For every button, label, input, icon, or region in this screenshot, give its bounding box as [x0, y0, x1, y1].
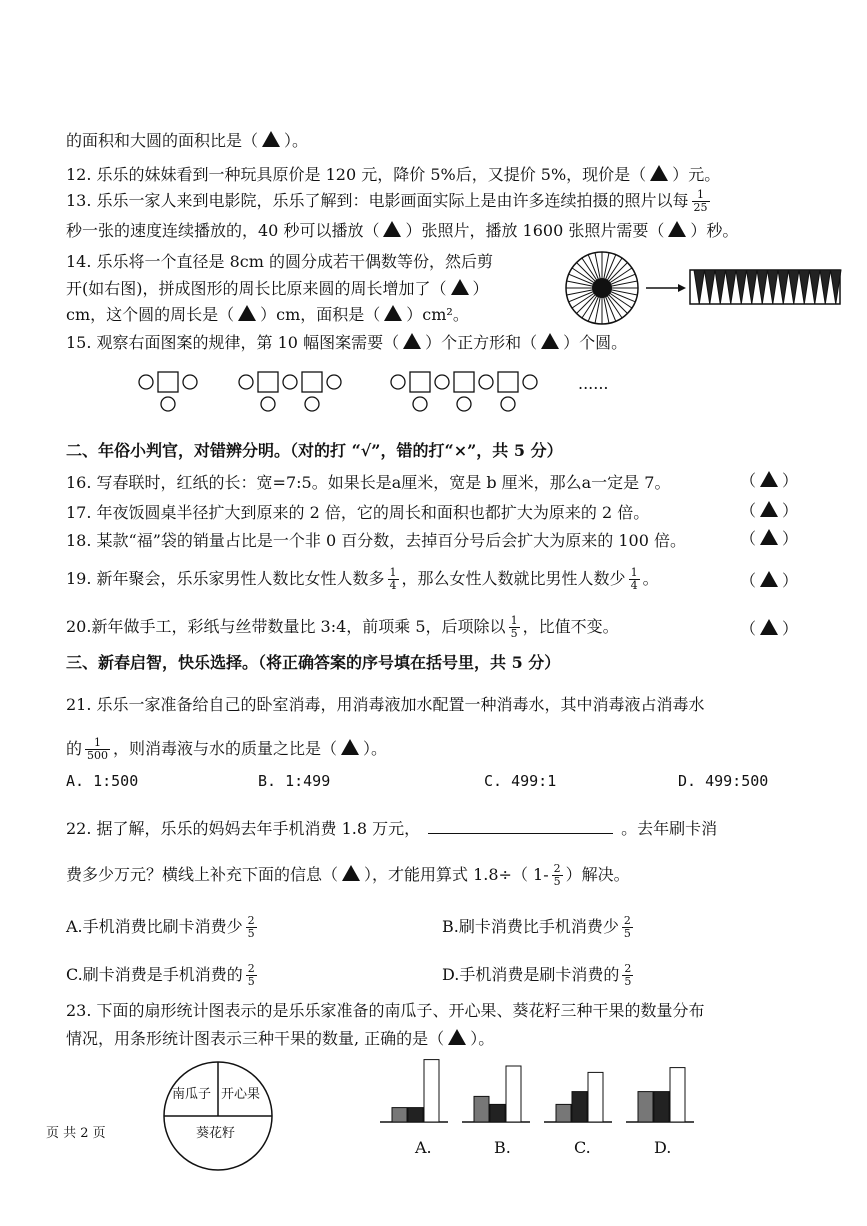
q13-line2: [66, 218, 738, 241]
answer-triangle-icon[interactable]: [383, 221, 401, 237]
rearranged-strip-icon: [690, 270, 841, 304]
paren-right: ）: [782, 471, 799, 490]
frac-numerator: 1: [692, 189, 710, 202]
frac-denominator: 5: [553, 875, 561, 888]
q22-fraction: [552, 863, 563, 888]
q20-text: 20.新年做手工，彩纸与丝带数量比 3:4，前项乘 5，后项除以: [66, 617, 506, 636]
q23-text: 23. 下面的扇形统计图表示的是乐乐家准备的南瓜子、开心果、葵花籽三种干果的数量分布: [66, 1001, 705, 1020]
q22-option-a[interactable]: [66, 914, 260, 940]
frac-numerator: 1: [630, 566, 638, 579]
q14-end: ）cm²。: [406, 305, 469, 324]
q23-text2: 情况，用条形统计图表示三种干果的数量, 正确的是（: [66, 1029, 445, 1048]
q20-fraction: [509, 615, 520, 640]
paren-right: ）: [782, 501, 799, 520]
q22-end: ）解决。: [565, 865, 630, 884]
answer-triangle-icon[interactable]: [341, 739, 359, 755]
q11-line: [66, 128, 308, 151]
q21-text: 21. 乐乐一家准备给自己的卧室消毒，用消毒液加水配置一种消毒水，其中消毒液占消毒水: [66, 695, 705, 714]
option-text: D.手机消费是刷卡消费的: [442, 965, 620, 984]
frac-numerator: 2: [247, 962, 255, 975]
q20-end: ，比值不变。: [522, 617, 619, 636]
bar: [638, 1092, 653, 1122]
q21-option-d[interactable]: D. 499:500: [678, 772, 769, 790]
q15-text2: ）个正方形和（: [425, 333, 538, 352]
q18-text: 18. 某款“福”袋的销量占比是一个非 0 百分数，去掉百分号后会扩大为原来的 100 倍。: [66, 531, 686, 550]
answer-triangle-icon[interactable]: [760, 571, 778, 587]
frac-denominator: 5: [247, 975, 255, 988]
bar: [408, 1108, 423, 1122]
bar: [424, 1060, 439, 1122]
paren-right: ）: [782, 619, 799, 638]
frac-numerator: 2: [624, 962, 632, 975]
q19-line: [66, 566, 659, 592]
paren-left: （: [740, 501, 757, 520]
pie-label-sunflower: 葵花籽: [196, 1126, 236, 1141]
answer-triangle-icon[interactable]: [238, 305, 256, 321]
bar: [392, 1108, 407, 1122]
paren-left: （: [740, 529, 757, 548]
answer-triangle-icon[interactable]: [668, 221, 686, 237]
answer-triangle-icon[interactable]: [403, 333, 421, 349]
q23-pie-chart: [160, 1058, 280, 1178]
bar: [556, 1104, 571, 1122]
answer-triangle-icon[interactable]: [760, 529, 778, 545]
pattern-ellipsis: ......: [578, 374, 609, 393]
q15-end: ）个圆。: [563, 333, 628, 352]
q19-fraction-1: [388, 567, 399, 592]
q23-end: ）。: [470, 1029, 495, 1048]
pattern-2: [239, 372, 341, 411]
q19-text: 19. 新年聚会，乐乐家男性人数比女性人数多: [66, 569, 385, 588]
section-2-heading: 二、年俗小判官，对错辨分明。（对的打 “√”，错的打“×”，共 5 分）: [66, 441, 563, 460]
q11-end: ）。: [284, 131, 309, 150]
option-fraction: [246, 963, 257, 988]
q13-end: ）秒。: [690, 221, 739, 240]
q21-text3: ，则消毒液与水的质量之比是（: [113, 739, 338, 758]
option-fraction: [622, 915, 633, 940]
frac-denominator: 5: [623, 927, 631, 940]
q19-text2: ，那么女性人数就比男性人数少: [401, 569, 626, 588]
divided-circle-icon: [566, 252, 638, 324]
q14-line1: [66, 249, 493, 272]
bar: [506, 1066, 521, 1122]
arrow-icon: [646, 284, 686, 292]
q18-line: [66, 528, 686, 551]
q14-line2: [66, 276, 489, 299]
frac-denominator: 5: [624, 975, 632, 988]
q21-option-b[interactable]: B. 1:499: [258, 772, 331, 790]
q12-end: ）元。: [672, 165, 721, 184]
q23-bar-options: [380, 1058, 720, 1138]
bar: [474, 1096, 489, 1122]
answer-triangle-icon[interactable]: [384, 305, 402, 321]
q21-fraction: [85, 737, 110, 762]
pattern-3: [391, 372, 537, 411]
q14-circle-figure: [560, 248, 850, 328]
bar: [588, 1072, 603, 1122]
answer-triangle-icon[interactable]: [342, 865, 360, 881]
answer-triangle-icon[interactable]: [650, 165, 668, 181]
q13-text: 13. 乐乐一家人来到电影院，乐乐了解到：电影画面实际上是由许多连续拍摄的照片以每: [66, 191, 689, 210]
bar: [654, 1092, 669, 1122]
paren-left: （: [740, 471, 757, 490]
q13-line1: [66, 188, 713, 214]
answer-triangle-icon[interactable]: [760, 501, 778, 517]
option-fraction: [246, 915, 257, 940]
q12-line: [66, 162, 720, 185]
q14-text4: ）cm，面积是（: [260, 305, 381, 324]
q14-text2: 开(如右图)，拼成图形的周长比原来圆的周长增加了（: [66, 279, 447, 298]
frac-denominator: 4: [389, 579, 397, 592]
q13-text3: ）张照片，播放 1600 张照片需要（: [405, 221, 665, 240]
q17-line: [66, 500, 649, 523]
q23-line2: [66, 1026, 494, 1049]
frac-numerator: 1: [510, 614, 518, 627]
q20-line: [66, 614, 619, 640]
q21-line1: [66, 692, 705, 715]
bar-option-c-label[interactable]: C.: [574, 1138, 591, 1157]
q15-pattern-figure: [130, 368, 590, 418]
q14-text: 14. 乐乐将一个直径是 8cm 的圆分成若干偶数等份，然后剪: [66, 252, 494, 271]
q21-option-a[interactable]: A. 1:500: [66, 772, 139, 790]
frac-numerator: 2: [553, 862, 561, 875]
paren-right: ）: [782, 529, 799, 548]
bar-option-b-label[interactable]: B.: [494, 1138, 511, 1157]
answer-triangle-icon[interactable]: [760, 471, 778, 487]
bar: [490, 1104, 505, 1122]
answer-triangle-icon[interactable]: [451, 279, 469, 295]
q15-line: [66, 330, 627, 353]
frac-numerator: 1: [85, 737, 110, 750]
frac-numerator: 2: [623, 914, 631, 927]
answer-triangle-icon[interactable]: [448, 1029, 466, 1045]
q22-line2: [66, 862, 630, 888]
q21-end: ）。: [363, 739, 388, 758]
answer-triangle-icon[interactable]: [262, 131, 280, 147]
q22-text2: 。去年刷卡消: [621, 819, 718, 838]
answer-triangle-icon[interactable]: [760, 619, 778, 635]
q22-line1: [66, 816, 717, 839]
bar: [572, 1092, 587, 1122]
q22-text4: ），才能用算式 1.8÷（ 1-: [364, 865, 549, 884]
paren-right: ）: [782, 571, 799, 590]
pie-label-pistachio: 开心果: [221, 1087, 261, 1102]
q18-answer[interactable]: [740, 526, 798, 549]
q22-option-b[interactable]: [442, 914, 636, 940]
q17-answer[interactable]: [740, 498, 798, 521]
q11-text: 的面积和大圆的面积比是（: [66, 131, 259, 150]
q12-text: 12. 乐乐的妹妹看到一种玩具原价是 120 元，降价 5%后，又提价 5%，现价是（: [66, 165, 647, 184]
option-text: A.手机消费比刷卡消费少: [66, 917, 243, 936]
frac-denominator: 4: [630, 579, 638, 592]
option-text: C.刷卡消费是手机消费的: [66, 965, 243, 984]
q15-text: 15. 观察右面图案的规律，第 10 幅图案需要（: [66, 333, 400, 352]
q17-text: 17. 年夜饭圆桌半径扩大到原来的 2 倍，它的周长和面积也都扩大为原来的 2 倍。: [66, 503, 650, 522]
q21-option-c[interactable]: C. 499:1: [484, 772, 557, 790]
frac-denominator: 25: [693, 201, 708, 214]
q16-answer[interactable]: [740, 468, 798, 491]
section-3-heading: 三、新春启智，快乐选择。（将正确答案的序号填在括号里，共 5 分）: [66, 653, 561, 672]
paren-left: （: [740, 571, 757, 590]
bar-option-d-label[interactable]: D.: [654, 1138, 672, 1157]
q19-answer[interactable]: [740, 568, 798, 591]
frac-numerator: 1: [389, 566, 397, 579]
q13-fraction: [692, 189, 710, 214]
q16-text: 16. 写春联时，红纸的长：宽=7:5。如果长是a厘米，宽是 b 厘米，那么a一定是 7。: [66, 473, 671, 492]
paren-left: （: [740, 619, 757, 638]
q14-text3: cm，这个圆的周长是（: [66, 305, 235, 324]
option-fraction: [622, 963, 633, 988]
q22-option-d[interactable]: [442, 962, 636, 988]
frac-numerator: 2: [247, 914, 255, 927]
pattern-1: [139, 372, 197, 411]
frac-denominator: 5: [510, 627, 518, 640]
q20-answer[interactable]: [740, 616, 798, 639]
q13-text2: 秒一张的速度连续播放的，40 秒可以播放（: [66, 221, 380, 240]
option-text: B.刷卡消费比手机消费少: [442, 917, 619, 936]
frac-denominator: 500: [87, 749, 109, 762]
q22-text3: 费多少万元？横线上补充下面的信息（: [66, 865, 339, 884]
q23-line1: [66, 998, 705, 1021]
q22-blank-line[interactable]: [428, 819, 613, 834]
q16-line: [66, 470, 670, 493]
q19-end: 。: [642, 569, 659, 588]
q22-option-c[interactable]: [66, 962, 260, 988]
q22-text: 22. 据了解，乐乐的妈妈去年手机消费 1.8 万元，: [66, 819, 421, 838]
q19-fraction-2: [629, 567, 640, 592]
q21-text2: 的: [66, 739, 83, 758]
bar: [670, 1068, 685, 1122]
q21-line2: [66, 736, 387, 762]
frac-denominator: 5: [247, 927, 255, 940]
pie-label-pumpkin: 南瓜子: [172, 1087, 212, 1102]
answer-triangle-icon[interactable]: [541, 333, 559, 349]
q14-paren: ）: [472, 279, 489, 298]
bar-option-a-label[interactable]: A.: [415, 1138, 432, 1157]
q14-line3: [66, 302, 469, 325]
page-footer: 页 共 2 页: [46, 1126, 106, 1141]
